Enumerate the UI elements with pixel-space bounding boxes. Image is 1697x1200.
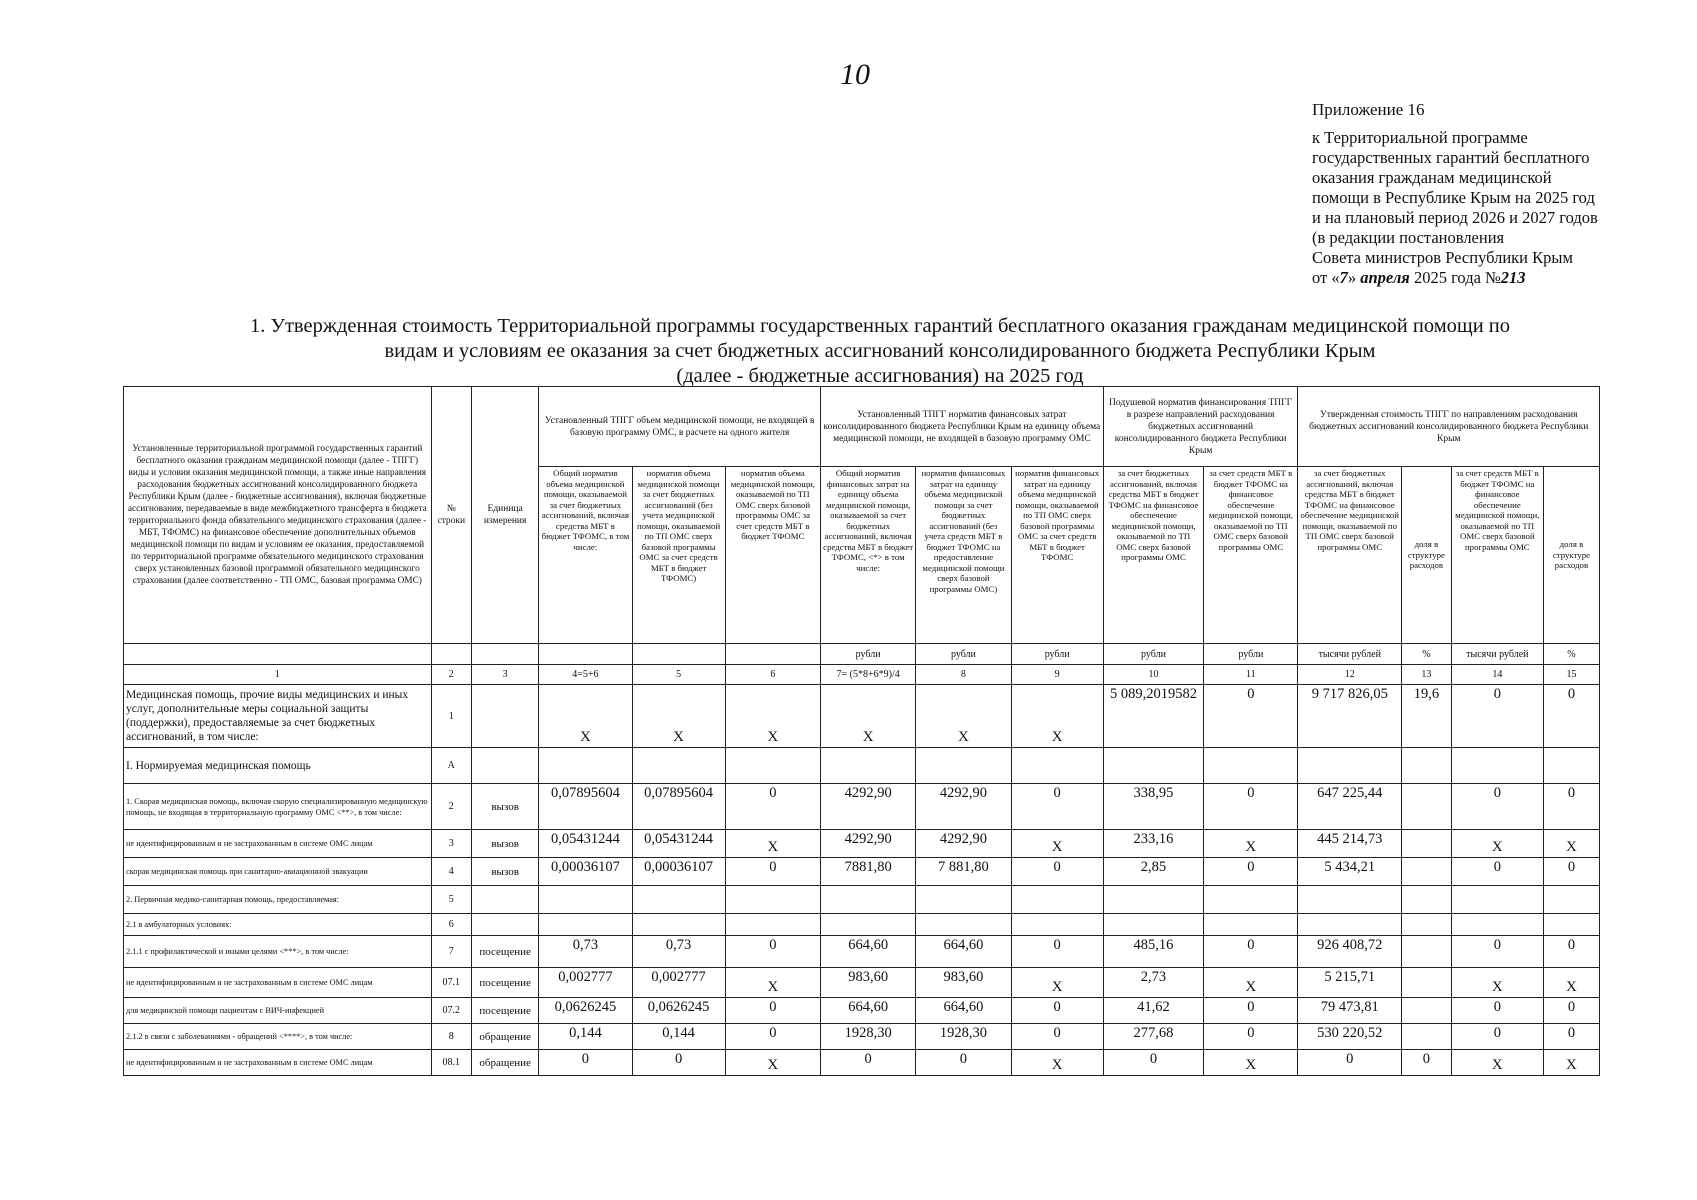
value-cell: 0: [1451, 1024, 1543, 1050]
date-day: 7: [1339, 268, 1348, 287]
subheader-cell: норматив финансовых затрат на единицу объема медицинской помощи за счет бюджетных ассигнований (без учета средств МБТ в бюджет ТФОМС на предоставление медицинской помощи сверх базовой программы ОМС): [916, 467, 1011, 644]
value-cell: X: [725, 830, 820, 858]
value-cell: X: [1204, 830, 1298, 858]
row-number: 2: [431, 784, 471, 830]
table-row: [124, 914, 1600, 936]
value-cell: [1402, 886, 1452, 914]
value-cell: X: [1451, 1050, 1543, 1076]
row-number: А: [431, 748, 471, 784]
value-cell: [1543, 914, 1599, 936]
value-cell: X: [725, 1050, 820, 1076]
value-cell: 926 408,72: [1298, 936, 1402, 968]
row-unit: посещение: [471, 998, 538, 1024]
value-cell: 0,05431244: [539, 830, 632, 858]
value-cell: 0: [632, 1050, 725, 1076]
column-number-cell: 1: [124, 665, 432, 685]
value-cell: X: [725, 968, 820, 998]
column-number-cell: 3: [471, 665, 538, 685]
value-cell: 19,6: [1402, 685, 1452, 748]
column-number-cell: 8: [916, 665, 1011, 685]
value-cell: [1204, 748, 1298, 784]
value-cell: X: [1451, 968, 1543, 998]
value-cell: 0: [1543, 685, 1599, 748]
value-cell: 0: [1204, 1024, 1298, 1050]
value-cell: [1402, 968, 1452, 998]
subheader-cell: за счет средств МБТ в бюджет ТФОМС на финансовое обеспечение медицинской помощи, оказываемой по ТП ОМС сверх базовой программы ОМС: [1451, 467, 1543, 644]
value-cell: 647 225,44: [1298, 784, 1402, 830]
appendix-title: Приложение 16: [1312, 100, 1425, 119]
column-number-cell: 13: [1402, 665, 1452, 685]
header-unit: Единица измерения: [471, 387, 538, 644]
heading-line-1: 1. Утвержденная стоимость Территориальной программы государственных гарантий бесплатного оказания гражданам медицинской помощи по: [249, 315, 1511, 337]
value-cell: 0: [1204, 784, 1298, 830]
value-cell: 79 473,81: [1298, 998, 1402, 1024]
value-cell: [1402, 1024, 1452, 1050]
row-label: не идентифицированным и не застрахованным в системе ОМС лицам: [124, 830, 432, 858]
value-cell: X: [1011, 968, 1103, 998]
value-cell: 0: [1011, 784, 1103, 830]
value-cell: 0: [1543, 858, 1599, 886]
value-cell: [725, 886, 820, 914]
value-cell: 0,144: [632, 1024, 725, 1050]
row-unit: вызов: [471, 858, 538, 886]
value-cell: 0,73: [632, 936, 725, 968]
subheader-cell: за счет бюджетных ассигнований, включая средства МБТ в бюджет ТФОМС на финансовое обеспечение медицинской помощи, оказываемой по ТП ОМС сверх базовой программы ОМС: [1103, 467, 1203, 644]
appendix-line: оказания гражданам медицинской: [1312, 168, 1552, 187]
units-row: [124, 644, 1600, 665]
value-cell: 0,0626245: [539, 998, 632, 1024]
value-cell: X: [1543, 1050, 1599, 1076]
value-cell: X: [1543, 830, 1599, 858]
value-cell: 0: [725, 998, 820, 1024]
unit-cell: тысячи рублей: [1451, 644, 1543, 665]
value-cell: [1298, 886, 1402, 914]
table-row: [124, 1024, 1600, 1050]
column-number-cell: 9: [1011, 665, 1103, 685]
row-label: 1. Скорая медицинская помощь, включая скорую специализированную медицинскую помощь, не входящая в территориальную программу ОМС <**>, в том числе:: [124, 784, 432, 830]
value-cell: 0: [1543, 998, 1599, 1024]
value-cell: 0: [916, 1050, 1011, 1076]
row-label: для медицинской помощи пациентам с ВИЧ-инфекцией: [124, 998, 432, 1024]
subheader-cell: доля в структуре расходов: [1543, 467, 1599, 644]
value-cell: 530 220,52: [1298, 1024, 1402, 1050]
table-row: [124, 1050, 1600, 1076]
unit-cell: рубли: [1103, 644, 1203, 665]
value-cell: 0,0626245: [632, 998, 725, 1024]
unit-cell: рубли: [1204, 644, 1298, 665]
value-cell: [1204, 886, 1298, 914]
value-cell: [1543, 748, 1599, 784]
row-number: 4: [431, 858, 471, 886]
row-unit: посещение: [471, 936, 538, 968]
value-cell: 0: [1402, 1050, 1452, 1076]
value-cell: 0: [725, 784, 820, 830]
column-number-cell: 7= (5*8+6*9)/4: [821, 665, 916, 685]
value-cell: 0,00036107: [539, 858, 632, 886]
row-unit: [471, 914, 538, 936]
value-cell: 233,16: [1103, 830, 1203, 858]
value-cell: 0: [1011, 936, 1103, 968]
value-cell: 0: [1451, 936, 1543, 968]
value-cell: [1011, 886, 1103, 914]
row-label: Медицинская помощь, прочие виды медицинских и иных услуг, дополнительные меры социальной защиты (поддержки), предоставляемые за счет бюджетных ассигнований, в том числе:: [124, 685, 432, 748]
value-cell: 4292,90: [916, 830, 1011, 858]
value-cell: 664,60: [821, 936, 916, 968]
row-label: I. Нормируемая медицинская помощь: [124, 748, 432, 784]
date-month: апреля: [1360, 268, 1410, 287]
value-cell: 0: [1298, 1050, 1402, 1076]
appendix-line: Совета министров Республики Крым: [1312, 248, 1573, 267]
value-cell: X: [1543, 968, 1599, 998]
value-cell: [1402, 914, 1452, 936]
value-cell: [1451, 914, 1543, 936]
column-number-cell: 4=5+6: [539, 665, 632, 685]
unit-cell: [471, 644, 538, 665]
value-cell: 1928,30: [821, 1024, 916, 1050]
table-row: [124, 685, 1600, 748]
subheader-cell: норматив объема медицинской помощи, оказываемой по ТП ОМС сверх базовой программы ОМС за счет средств МБТ в бюджет ТФОМС: [725, 467, 820, 644]
row-number: 8: [431, 1024, 471, 1050]
value-cell: [1103, 886, 1203, 914]
date-prefix: от «: [1312, 268, 1340, 287]
table-row: [124, 968, 1600, 998]
appendix-line: государственных гарантий бесплатного: [1312, 148, 1590, 167]
value-cell: 2,73: [1103, 968, 1203, 998]
value-cell: 7 881,80: [916, 858, 1011, 886]
value-cell: 0,73: [539, 936, 632, 968]
value-cell: [1402, 998, 1452, 1024]
subheader-cell: за счет средств МБТ в бюджет ТФОМС на финансовое обеспечение медицинской помощи, оказываемой по ТП ОМС сверх базовой программы ОМС: [1204, 467, 1298, 644]
value-cell: [821, 914, 916, 936]
value-cell: 277,68: [1103, 1024, 1203, 1050]
value-cell: 4292,90: [916, 784, 1011, 830]
row-label: 2.1.2 в связи с заболеваниями - обращений <****>, в том числе:: [124, 1024, 432, 1050]
value-cell: 664,60: [821, 998, 916, 1024]
column-number-row: [124, 665, 1600, 685]
value-cell: [725, 748, 820, 784]
subheader-cell: доля в структуре расходов: [1402, 467, 1452, 644]
cost-table: [123, 386, 1600, 1076]
unit-cell: %: [1402, 644, 1452, 665]
value-cell: 41,62: [1103, 998, 1203, 1024]
header-row-groups: [124, 387, 1600, 467]
heading-line-3: (далее - бюджетные ассигнования) на 2025 год: [676, 365, 1084, 387]
value-cell: 0: [1451, 998, 1543, 1024]
value-cell: 0,07895604: [632, 784, 725, 830]
row-label: не идентифицированным и не застрахованным в системе ОМС лицам: [124, 968, 432, 998]
value-cell: 0: [725, 858, 820, 886]
value-cell: [1011, 748, 1103, 784]
value-cell: [539, 886, 632, 914]
column-number-cell: 5: [632, 665, 725, 685]
value-cell: [1103, 748, 1203, 784]
value-cell: X: [725, 685, 820, 748]
value-cell: 338,95: [1103, 784, 1203, 830]
value-cell: 0: [1011, 858, 1103, 886]
appendix-line: и на плановый период 2026 и 2027 годов: [1312, 208, 1598, 227]
unit-cell: [539, 644, 632, 665]
table-row: [124, 748, 1600, 784]
document-heading: [140, 314, 1620, 389]
header-group-volume: Установленный ТПГГ объем медицинской помощи, не входящей в базовую программу ОМС, в расчете на одного жителя: [539, 387, 821, 467]
value-cell: [632, 748, 725, 784]
value-cell: X: [632, 685, 725, 748]
value-cell: 0: [1543, 936, 1599, 968]
row-label: 2.1.1 с профилактической и иными целями <***>, в том числе:: [124, 936, 432, 968]
date-year: 2025 года №: [1413, 268, 1501, 287]
value-cell: 0: [1543, 1024, 1599, 1050]
row-number: 07.2: [431, 998, 471, 1024]
row-number: 07.1: [431, 968, 471, 998]
value-cell: 0: [725, 1024, 820, 1050]
value-cell: 5 434,21: [1298, 858, 1402, 886]
row-unit: посещение: [471, 968, 538, 998]
header-row-number: № строки: [431, 387, 471, 644]
value-cell: 983,60: [916, 968, 1011, 998]
value-cell: 664,60: [916, 936, 1011, 968]
row-unit: обращение: [471, 1050, 538, 1076]
unit-cell: [431, 644, 471, 665]
value-cell: 0: [1103, 1050, 1203, 1076]
subheader-cell: Общий норматив объема медицинской помощи, оказываемой за счет бюджетных ассигнований, включая средства МБТ в бюджет ТФОМС, в том числе:: [539, 467, 632, 644]
subheader-cell: за счет бюджетных ассигнований, включая средства МБТ в бюджет ТФОМС на финансовое обеспечение медицинской помощи, оказываемой по ТП ОМС сверх базовой программы ОМС: [1298, 467, 1402, 644]
table-row: [124, 830, 1600, 858]
table-row: [124, 858, 1600, 886]
table-row: [124, 936, 1600, 968]
value-cell: X: [1204, 968, 1298, 998]
value-cell: 0,002777: [632, 968, 725, 998]
subheader-cell: норматив финансовых затрат на единицу объема медицинской помощи, оказываемой по ТП ОМС сверх базовой программы ОМС за счет средств МБТ в бюджет ТФОМС: [1011, 467, 1103, 644]
unit-cell: рубли: [821, 644, 916, 665]
value-cell: 0: [1543, 784, 1599, 830]
header-group-norm: Установленный ТПГГ норматив финансовых затрат консолидированного бюджета Республики Крым на единицу объема медицинской помощи, не входящей в базовую программу ОМС: [821, 387, 1104, 467]
row-unit: [471, 886, 538, 914]
value-cell: 7881,80: [821, 858, 916, 886]
row-number: 7: [431, 936, 471, 968]
row-label: не идентифицированным и не застрахованным в системе ОМС лицам: [124, 1050, 432, 1076]
value-cell: X: [1011, 830, 1103, 858]
unit-cell: [725, 644, 820, 665]
row-unit: [471, 685, 538, 748]
unit-cell: рубли: [916, 644, 1011, 665]
row-number: 6: [431, 914, 471, 936]
appendix-line: помощи в Республике Крым на 2025 год: [1312, 188, 1595, 207]
value-cell: [539, 914, 632, 936]
value-cell: 0: [1204, 685, 1298, 748]
row-label: 2. Первичная медико-санитарная помощь, предоставляемая:: [124, 886, 432, 914]
heading-line-2: видам и условиям ее оказания за счет бюджетных ассигнований консолидированного бюджета Республики Крым: [384, 340, 1376, 362]
value-cell: X: [539, 685, 632, 748]
page-number: 10: [840, 58, 870, 91]
value-cell: 0: [821, 1050, 916, 1076]
subheader-cell: Общий норматив финансовых затрат на единицу объема медицинской помощи, оказываемой за счет бюджетных ассигнований, включая средства МБТ в бюджет ТФОМС, <*> в том числе:: [821, 467, 916, 644]
value-cell: 0: [1011, 1024, 1103, 1050]
value-cell: [1402, 936, 1452, 968]
date-number: 213: [1500, 268, 1526, 287]
value-cell: X: [1011, 685, 1103, 748]
value-cell: 1928,30: [916, 1024, 1011, 1050]
value-cell: X: [1451, 830, 1543, 858]
value-cell: 5 089,2019582: [1103, 685, 1203, 748]
column-number-cell: 2: [431, 665, 471, 685]
unit-cell: [632, 644, 725, 665]
value-cell: [1543, 886, 1599, 914]
row-unit: [471, 748, 538, 784]
value-cell: 0,002777: [539, 968, 632, 998]
column-number-cell: 12: [1298, 665, 1402, 685]
row-unit: вызов: [471, 830, 538, 858]
value-cell: 0: [1204, 936, 1298, 968]
value-cell: [1402, 830, 1452, 858]
row-number: 08.1: [431, 1050, 471, 1076]
value-cell: 9 717 826,05: [1298, 685, 1402, 748]
header-group-percapita: Подушевой норматив финансирования ТПГГ в разрезе направлений расходования бюджетных ассигнований консолидированного бюджета Республики Крым: [1103, 387, 1298, 467]
row-unit: обращение: [471, 1024, 538, 1050]
value-cell: [1298, 748, 1402, 784]
row-number: 3: [431, 830, 471, 858]
unit-cell: рубли: [1011, 644, 1103, 665]
column-number-cell: 11: [1204, 665, 1298, 685]
value-cell: [632, 886, 725, 914]
value-cell: 0,07895604: [539, 784, 632, 830]
table-row: [124, 886, 1600, 914]
row-number: 5: [431, 886, 471, 914]
unit-cell: [124, 644, 432, 665]
value-cell: 2,85: [1103, 858, 1203, 886]
value-cell: 664,60: [916, 998, 1011, 1024]
value-cell: [1402, 784, 1452, 830]
value-cell: [1451, 886, 1543, 914]
value-cell: 0: [725, 936, 820, 968]
value-cell: [539, 748, 632, 784]
value-cell: [1402, 748, 1452, 784]
header-group-cost: Утвержденная стоимость ТПГГ по направлениям расходования бюджетных ассигнований консолидированного бюджета Республики Крым: [1298, 387, 1600, 467]
value-cell: 0: [1204, 998, 1298, 1024]
value-cell: [632, 914, 725, 936]
row-unit: вызов: [471, 784, 538, 830]
table-row: [124, 998, 1600, 1024]
row-label: 2.1 в амбулаторных условиях:: [124, 914, 432, 936]
unit-cell: тысячи рублей: [1298, 644, 1402, 665]
appendix-date: от «7» апреля 2025 года №213: [1312, 268, 1526, 287]
subheader-cell: норматив объема медицинской помощи за счет бюджетных ассигнований (без учета медицинской помощи, оказываемой по ТП ОМС сверх базовой программы ОМС за счет средств МБТ в бюджет ТФОМС): [632, 467, 725, 644]
value-cell: [1011, 914, 1103, 936]
value-cell: 0: [1451, 685, 1543, 748]
header-description: Установленные территориальной программой государственных гарантий бесплатного оказания гражданам медицинской помощи (далее - ТПГГ) виды и условия оказания медицинской помощи, а также иные направления расходования бюджетных ассигнований консолидированного бюджета Республики Крым (далее - бюджетные ассигнования), включая бюджетные ассигнования, передаваемые в виде межбюджетного трансферта в бюджета территориального фонда обязательного медицинского страхования (далее - МБТ, ТФОМС) на финансовое обеспечение дополнительных объемов медицинской помощи по видам и условиям ее оказания, предоставляемой по территориальной программе обязательного медицинского страхования сверх установленных базовой программой обязательного медицинского страхования (далее соответственно - ТП ОМС, базовая программа ОМС): [124, 387, 432, 644]
value-cell: 0: [539, 1050, 632, 1076]
value-cell: X: [916, 685, 1011, 748]
unit-cell: %: [1543, 644, 1599, 665]
value-cell: 4292,90: [821, 784, 916, 830]
value-cell: [821, 886, 916, 914]
value-cell: 485,16: [1103, 936, 1203, 968]
value-cell: [1204, 914, 1298, 936]
value-cell: 4292,90: [821, 830, 916, 858]
value-cell: [1402, 858, 1452, 886]
column-number-cell: 6: [725, 665, 820, 685]
value-cell: [725, 914, 820, 936]
value-cell: 0,05431244: [632, 830, 725, 858]
column-number-cell: 15: [1543, 665, 1599, 685]
value-cell: 0: [1451, 784, 1543, 830]
value-cell: 983,60: [821, 968, 916, 998]
value-cell: 0: [1451, 858, 1543, 886]
value-cell: X: [1204, 1050, 1298, 1076]
column-number-cell: 14: [1451, 665, 1543, 685]
value-cell: 0: [1011, 998, 1103, 1024]
value-cell: 0,00036107: [632, 858, 725, 886]
value-cell: X: [821, 685, 916, 748]
row-number: 1: [431, 685, 471, 748]
column-number-cell: 10: [1103, 665, 1203, 685]
appendix-line: (в редакции постановления: [1312, 228, 1505, 247]
value-cell: 5 215,71: [1298, 968, 1402, 998]
table-row: [124, 784, 1600, 830]
value-cell: [1103, 914, 1203, 936]
row-label: скорая медицинская помощь при санитарно-авиационной эвакуации: [124, 858, 432, 886]
value-cell: [821, 748, 916, 784]
value-cell: [1298, 914, 1402, 936]
value-cell: 0: [1204, 858, 1298, 886]
value-cell: [1451, 748, 1543, 784]
value-cell: [916, 748, 1011, 784]
value-cell: X: [1011, 1050, 1103, 1076]
value-cell: [916, 886, 1011, 914]
appendix-block: [1312, 100, 1612, 288]
value-cell: 445 214,73: [1298, 830, 1402, 858]
appendix-line: к Территориальной программе: [1312, 128, 1528, 147]
value-cell: [916, 914, 1011, 936]
value-cell: 0,144: [539, 1024, 632, 1050]
